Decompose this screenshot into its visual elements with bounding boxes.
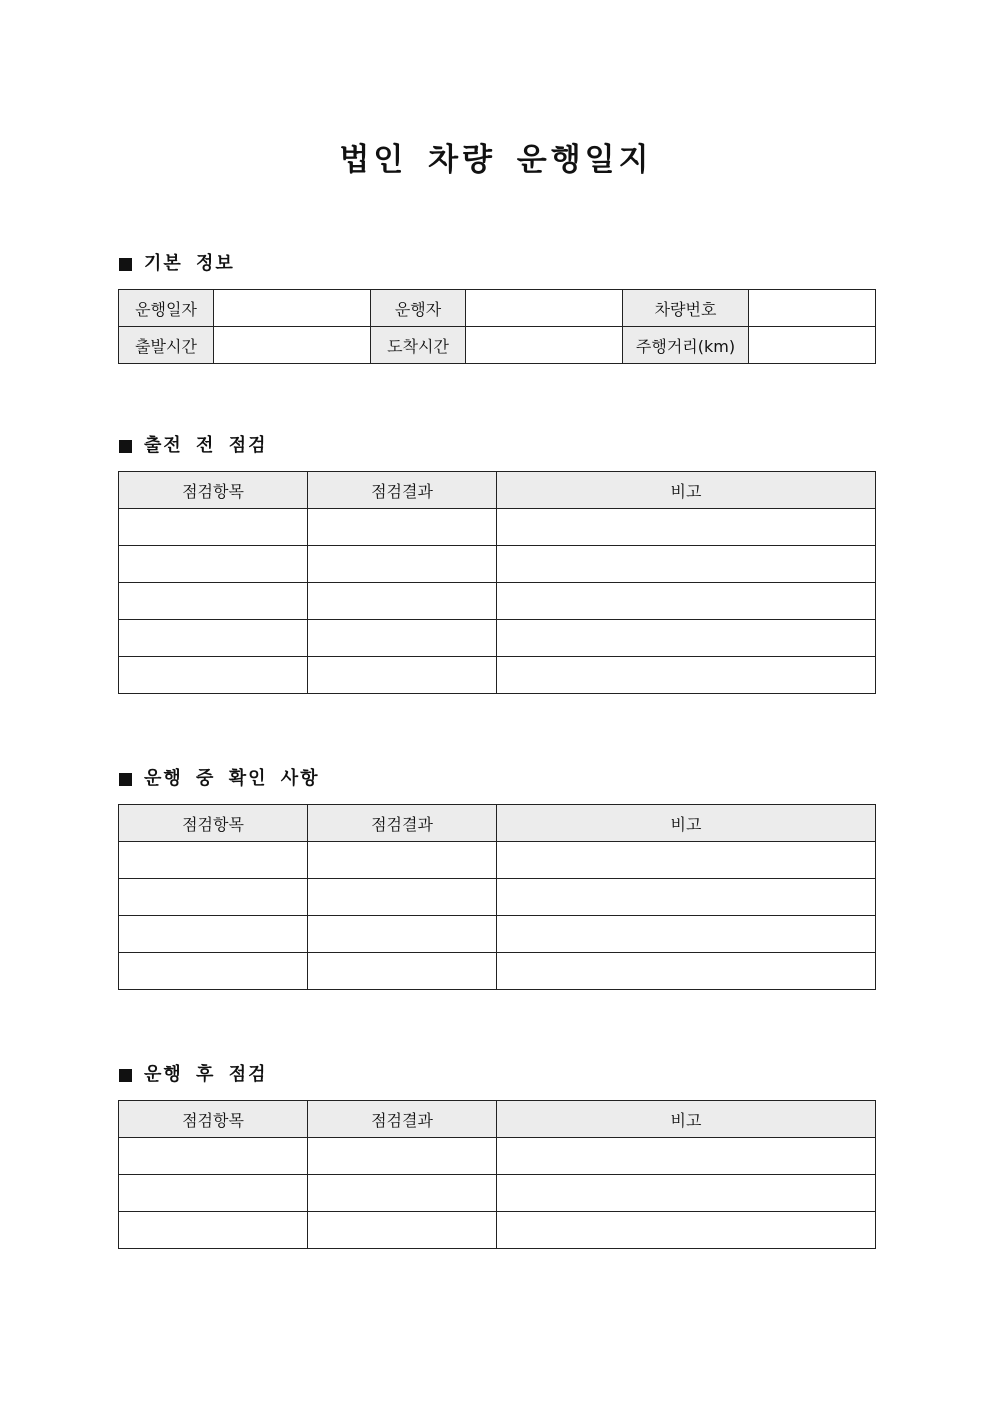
result-cell[interactable]: [308, 583, 497, 620]
remarks-cell[interactable]: [497, 1212, 876, 1249]
col-header-result: 점검결과: [308, 472, 497, 509]
result-cell[interactable]: [308, 916, 497, 953]
table-row: [119, 546, 876, 583]
table-row: [119, 1175, 876, 1212]
drive-date-field[interactable]: [214, 290, 371, 327]
col-header-remarks: 비고: [497, 1101, 876, 1138]
item-cell[interactable]: [119, 620, 308, 657]
col-header-item: 점검항목: [119, 1101, 308, 1138]
section-heading-basic: [119, 252, 235, 276]
col-header-item: 점검항목: [119, 805, 308, 842]
section-heading-post-check: [119, 1063, 267, 1087]
item-cell[interactable]: [119, 953, 308, 990]
remarks-cell[interactable]: [497, 953, 876, 990]
remarks-cell[interactable]: [497, 546, 876, 583]
table-row: [119, 879, 876, 916]
pre-check-table: [118, 471, 876, 694]
result-cell[interactable]: [308, 1175, 497, 1212]
remarks-cell[interactable]: [497, 583, 876, 620]
table-row: [119, 953, 876, 990]
result-cell[interactable]: [308, 953, 497, 990]
departure-time-field[interactable]: [214, 327, 371, 364]
table-header-row: [119, 1101, 876, 1138]
col-header-result: 점검결과: [308, 1101, 497, 1138]
item-cell[interactable]: [119, 879, 308, 916]
square-bullet-icon: [119, 773, 132, 786]
item-cell[interactable]: [119, 546, 308, 583]
section-heading-label: 운행 중 확인 사항: [144, 768, 320, 789]
item-cell[interactable]: [119, 583, 308, 620]
result-cell[interactable]: [308, 879, 497, 916]
result-cell[interactable]: [308, 509, 497, 546]
remarks-cell[interactable]: [497, 842, 876, 879]
remarks-cell[interactable]: [497, 916, 876, 953]
label-distance: 주행거리(km): [623, 327, 749, 364]
result-cell[interactable]: [308, 842, 497, 879]
result-cell[interactable]: [308, 546, 497, 583]
label-driver: 운행자: [371, 290, 466, 327]
col-header-item: 점검항목: [119, 472, 308, 509]
section-heading-label: 출전 전 점검: [144, 435, 268, 456]
table-row: [119, 1212, 876, 1249]
label-arrival-time: 도착시간: [371, 327, 466, 364]
label-drive-date: 운행일자: [119, 290, 214, 327]
vehicle-number-field[interactable]: [749, 290, 876, 327]
remarks-cell[interactable]: [497, 1138, 876, 1175]
remarks-cell[interactable]: [497, 1175, 876, 1212]
table-row: [119, 583, 876, 620]
result-cell[interactable]: [308, 657, 497, 694]
driver-field[interactable]: [466, 290, 623, 327]
table-row: [119, 290, 876, 327]
item-cell[interactable]: [119, 1138, 308, 1175]
col-header-remarks: 비고: [497, 472, 876, 509]
during-drive-table: [118, 804, 876, 990]
table-row: [119, 657, 876, 694]
result-cell[interactable]: [308, 1212, 497, 1249]
label-vehicle-number: 차량번호: [623, 290, 749, 327]
remarks-cell[interactable]: [497, 509, 876, 546]
table-row: [119, 327, 876, 364]
arrival-time-field[interactable]: [466, 327, 623, 364]
result-cell[interactable]: [308, 1138, 497, 1175]
square-bullet-icon: [119, 440, 132, 453]
col-header-remarks: 비고: [497, 805, 876, 842]
remarks-cell[interactable]: [497, 657, 876, 694]
remarks-cell[interactable]: [497, 879, 876, 916]
section-heading-during: [119, 767, 320, 791]
square-bullet-icon: [119, 258, 132, 271]
result-cell[interactable]: [308, 620, 497, 657]
table-row: [119, 509, 876, 546]
label-departure-time: 출발시간: [119, 327, 214, 364]
item-cell[interactable]: [119, 916, 308, 953]
table-row: [119, 1138, 876, 1175]
table-header-row: [119, 472, 876, 509]
table-header-row: [119, 805, 876, 842]
table-row: [119, 842, 876, 879]
section-heading-pre-check: [119, 434, 267, 458]
col-header-result: 점검결과: [308, 805, 497, 842]
basic-info-table: [118, 289, 876, 364]
table-row: [119, 620, 876, 657]
section-heading-label: 운행 후 점검: [144, 1064, 268, 1085]
square-bullet-icon: [119, 1069, 132, 1082]
distance-field[interactable]: [749, 327, 876, 364]
item-cell[interactable]: [119, 657, 308, 694]
item-cell[interactable]: [119, 1175, 308, 1212]
remarks-cell[interactable]: [497, 620, 876, 657]
page-title: 법인 차량 운행일지: [339, 142, 653, 178]
item-cell[interactable]: [119, 842, 308, 879]
post-check-table: [118, 1100, 876, 1249]
item-cell[interactable]: [119, 1212, 308, 1249]
item-cell[interactable]: [119, 509, 308, 546]
table-row: [119, 916, 876, 953]
section-heading-label: 기본 정보: [144, 253, 235, 274]
